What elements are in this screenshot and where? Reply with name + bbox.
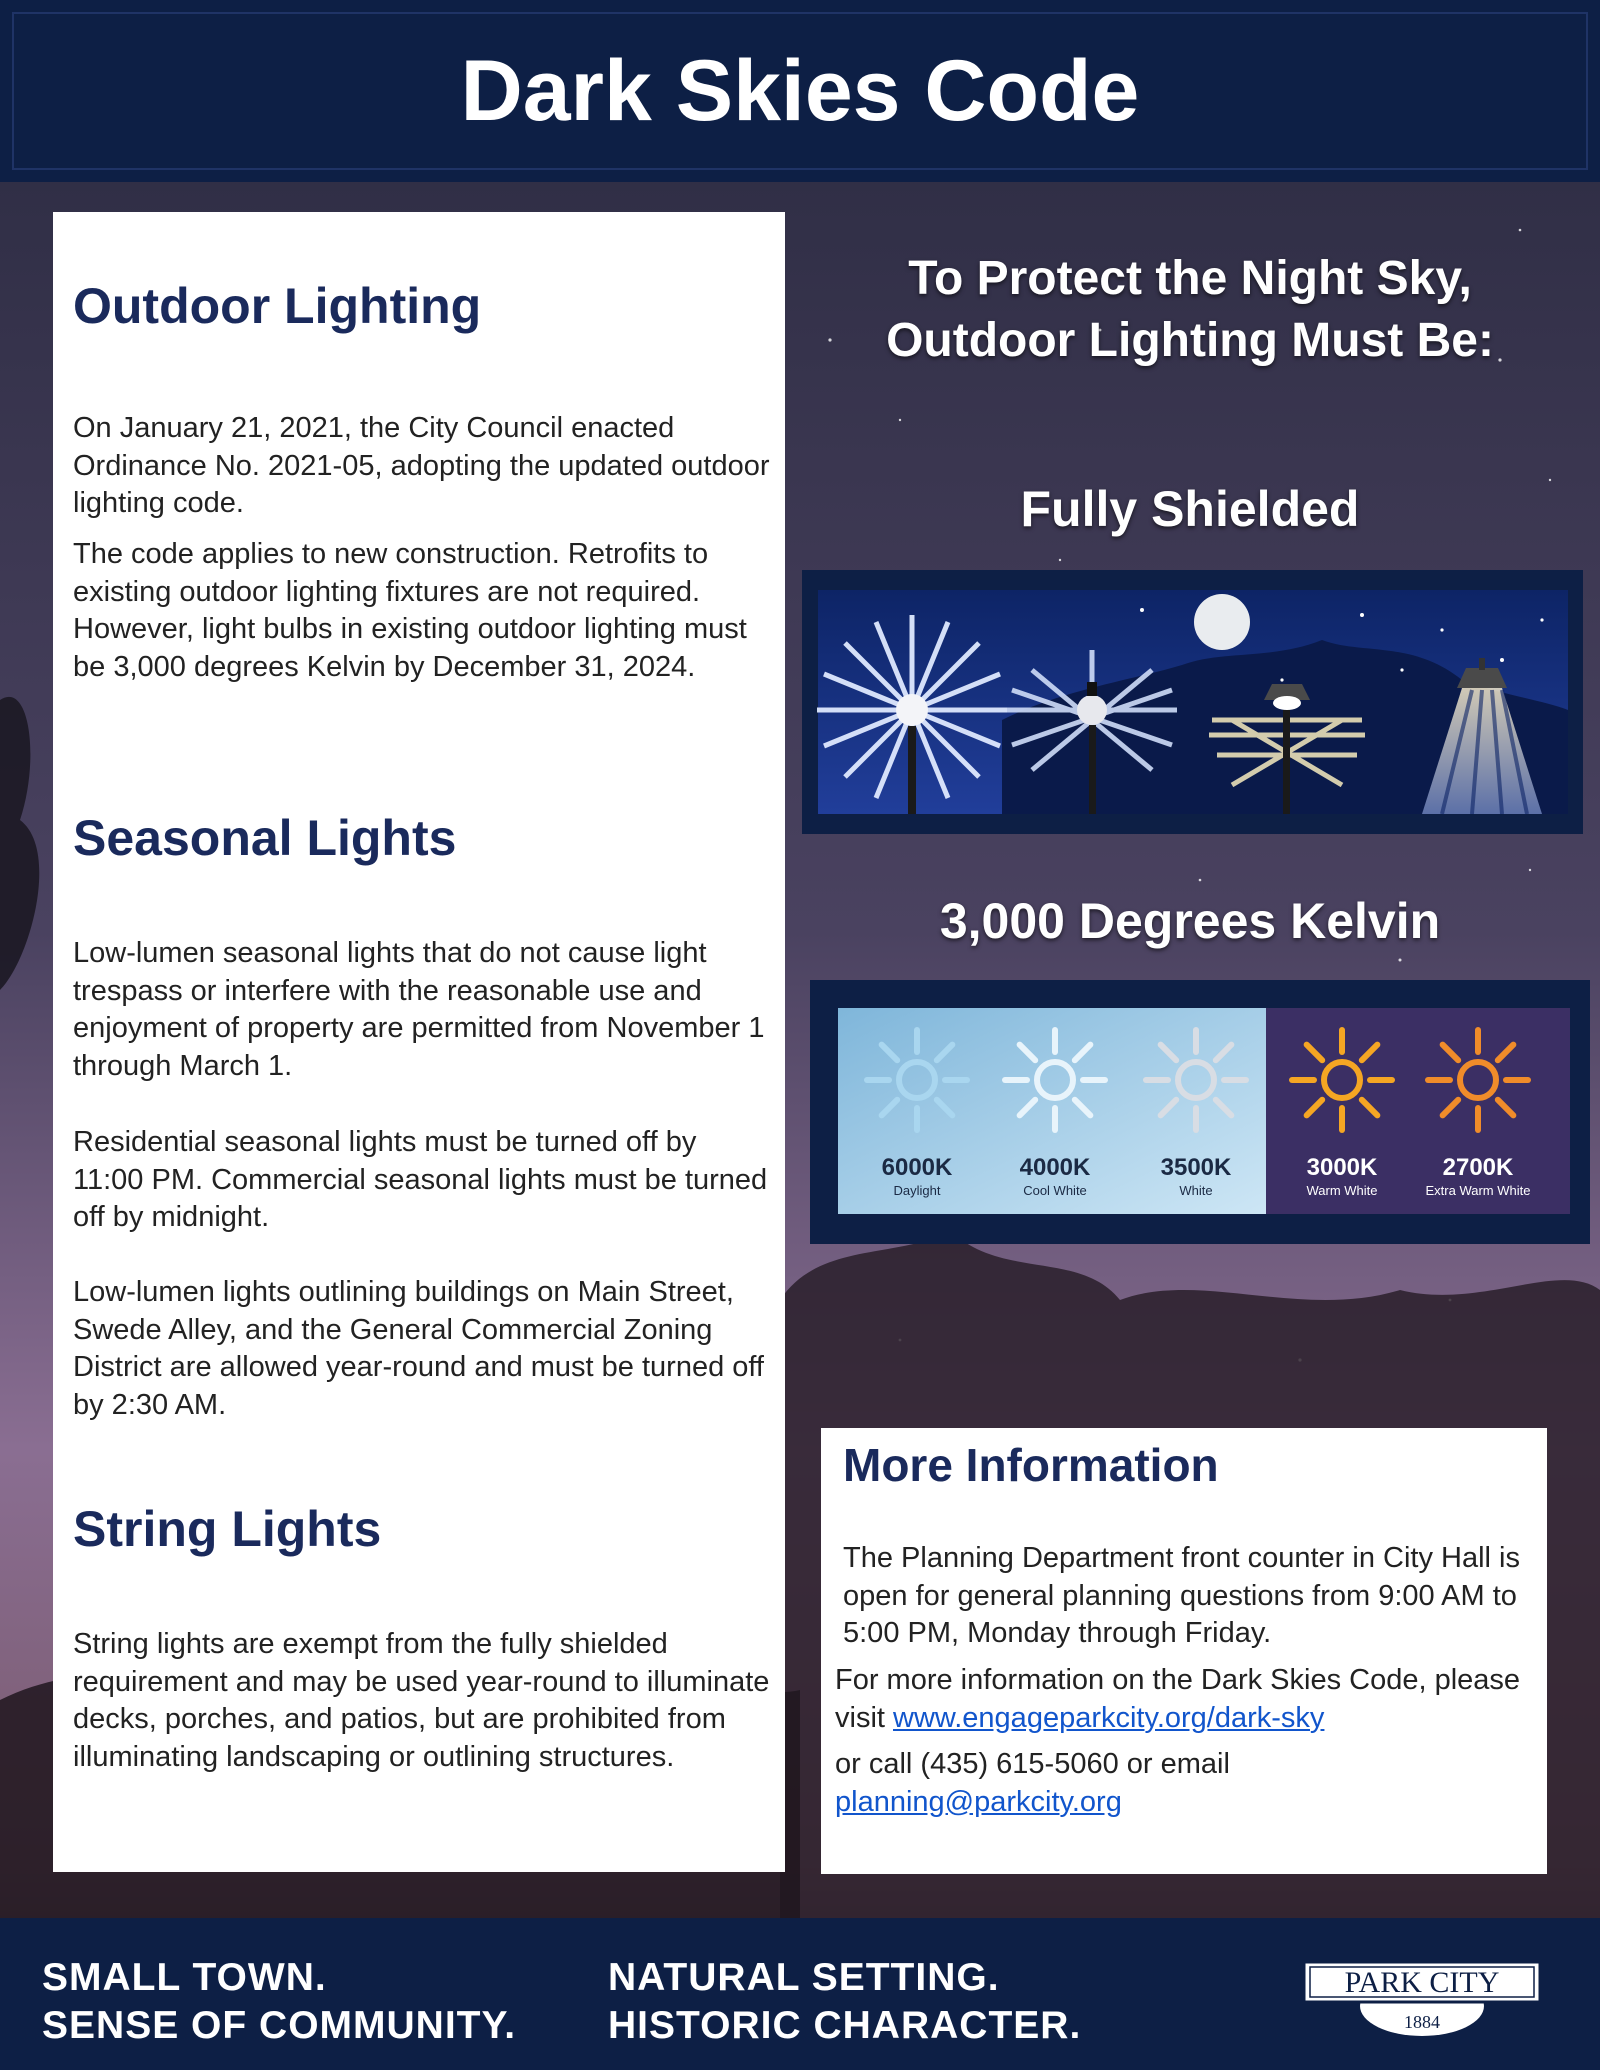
fully-shielded-illustration: [802, 570, 1583, 834]
right-title-line1: To Protect the Night Sky,: [908, 252, 1472, 305]
footer-tagline-sense-of-community: SENSE OF COMMUNITY.: [42, 2004, 517, 2047]
kelvin-label-4000k: Cool White: [1023, 1183, 1087, 1198]
seasonal-lights-para1: Low-lumen seasonal lights that do not cause light trespass or interfere with the reasonable use and enjoyment of property are permitted from November 1 through March 1.: [73, 937, 765, 1082]
more-information-panel: [821, 1428, 1547, 1874]
more-information-contact-text: [835, 1746, 1525, 1821]
left-content-panel: [53, 212, 785, 1872]
planning-email-link[interactable]: planning@parkcity.org: [835, 1785, 1122, 1818]
right-title-line2: Outdoor Lighting Must Be:: [886, 314, 1494, 367]
string-lights-heading: String Lights: [73, 1501, 382, 1557]
kelvin-value-3500k: 3500K: [1160, 1154, 1232, 1181]
page-title: Dark Skies Code: [460, 43, 1140, 139]
more-information-hours: The Planning Department front counter in City Hall is open for general planning questions from 9:00 AM to 5:00 PM, Monday through Friday.: [843, 1542, 1520, 1649]
kelvin-value-2700k: 2700K: [1442, 1154, 1514, 1181]
seasonal-lights-para3: Low-lumen lights outlining buildings on Main Street, Swede Alley, and the General Commercial Zoning District are allowed year-round and must be turned off by 2:30 AM.: [73, 1276, 764, 1421]
logo-year: 1884: [1404, 2012, 1440, 2032]
more-information-heading: More Information: [843, 1439, 1219, 1491]
park-city-logo: [1302, 1958, 1542, 2038]
string-lights-para1: String lights are exempt from the fully shielded requirement and may be used year-round to illuminate decks, porches, and patios, but are prohibited from illuminating landscaping or outlining structures.: [73, 1628, 770, 1773]
website-prefix: For more information on the Dark Skies Code, please visit: [835, 1664, 1521, 1734]
fully-shielded-heading: Fully Shielded: [1020, 481, 1360, 537]
kelvin-heading: 3,000 Degrees Kelvin: [939, 893, 1441, 949]
seasonal-lights-para2: Residential seasonal lights must be turned off by 11:00 PM. Commercial seasonal lights must be turned off by midnight.: [73, 1126, 768, 1233]
outdoor-lighting-heading: Outdoor Lighting: [73, 278, 482, 334]
kelvin-label-3000k: Warm White: [1306, 1183, 1378, 1198]
contact-prefix: or call (435) 615-5060 or email: [835, 1748, 1230, 1780]
logo-name: PARK CITY: [1344, 1966, 1500, 1999]
dark-sky-website-link[interactable]: www.engageparkcity.org/dark-sky: [893, 1701, 1325, 1734]
kelvin-label-3500k: White: [1179, 1183, 1213, 1198]
outdoor-lighting-para1: On January 21, 2021, the City Council enacted Ordinance No. 2021-05, adopting the updated outdoor lighting code.: [73, 412, 770, 519]
kelvin-label-2700k: Extra Warm White: [1425, 1183, 1531, 1198]
seasonal-lights-heading: Seasonal Lights: [73, 810, 457, 866]
fully-shielded-illustration-frame: [802, 570, 1583, 834]
kelvin-scale-illustration: [810, 980, 1590, 1244]
kelvin-label-6000k: Daylight: [893, 1183, 941, 1198]
kelvin-scale-frame: [810, 980, 1590, 1244]
header-bar: [0, 0, 1600, 182]
kelvin-value-3000k: 3000K: [1306, 1154, 1378, 1181]
more-information-website-text: [835, 1662, 1525, 1737]
footer-tagline-small-town: SMALL TOWN.: [42, 1956, 327, 1999]
right-title: [820, 248, 1560, 372]
footer-tagline-historic-character: HISTORIC CHARACTER.: [608, 2004, 1082, 2047]
kelvin-value-4000k: 4000K: [1019, 1154, 1091, 1181]
kelvin-value-6000k: 6000K: [881, 1154, 953, 1181]
footer-tagline-natural-setting: NATURAL SETTING.: [608, 1956, 1000, 1999]
outdoor-lighting-para2: The code applies to new construction. Retrofits to existing outdoor lighting fixtures are not required. However, light bulbs in existing outdoor lighting must be 3,000 degrees Kelvin by December 31, 2024.: [73, 538, 747, 683]
moon-icon: [1194, 594, 1250, 650]
